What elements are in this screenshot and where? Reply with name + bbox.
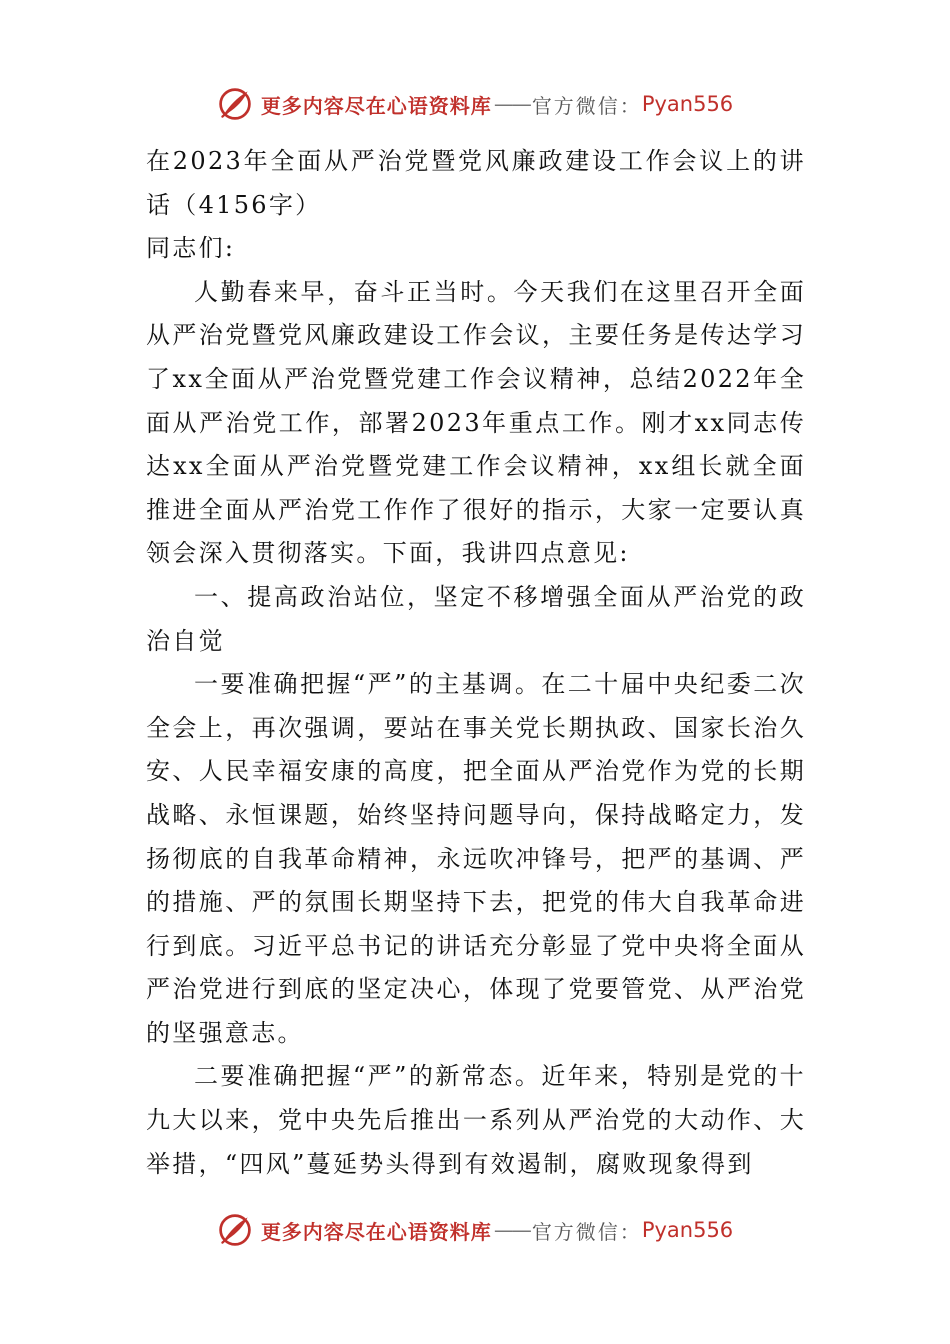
document-body: [146, 140, 806, 1186]
watermark-banner-top: [0, 84, 950, 124]
salutation: 同志们:: [146, 234, 236, 263]
wechat-id: Pyan556: [641, 1218, 734, 1242]
quill-logo-icon: [217, 1212, 253, 1248]
section-heading-1: 一、提高政治站位，坚定不移增强全面从严治党的政治自觉: [146, 582, 806, 655]
quill-logo-icon: [217, 86, 253, 122]
wechat-id: Pyan556: [641, 92, 734, 116]
paragraph-point-1: 一要准确把握“严”的主基调。在二十届中央纪委二次全会上，再次强调，要站在事关党长期执政、国家长治久安、人民幸福安康的高度，把全面从严治党作为党的长期战略、永恒课题，始终坚持问题导向，保持战略定力，发扬彻底的自我革命精神，永远吹冲锋号，把严的基调、严的措施、严的氛围长期坚持下去，把党的伟大自我革命进行到底。习近平总书记的讲话充分彰显了党中央将全面从严治党进行到底的坚定决心，体现了党要管党、从严治党的坚强意志。: [146, 670, 806, 1047]
brand-name: 更多内容尽在心语资料库: [260, 1219, 492, 1244]
watermark-banner-bottom: [0, 1210, 950, 1250]
document-title: 在2023年全面从严治党暨党风廉政建设工作会议上的讲话（4156字）: [146, 147, 806, 219]
paragraph-point-2: 二要准确把握“严”的新常态。近年来，特别是党的十九大以来，党中央先后推出一系列从严治党的大动作、大举措，“四风”蔓延势头得到有效遏制，腐败现象得到: [146, 1062, 806, 1178]
paragraph-intro: 人勤春来早，奋斗正当时。今天我们在这里召开全面从严治党暨党风廉政建设工作会议，主要任务是传达学习了xx全面从严治党暨党建工作会议精神，总结2022年全面从严治党工作，部署2023年重点工作。刚才xx同志传达xx全面从严治党暨党建工作会议精神，xx组长就全面推进全面从严治党工作作了很好的指示，大家一定要认真领会深入贯彻落实。下面，我讲四点意见:: [146, 277, 806, 568]
official-label: 官方微信：: [531, 93, 642, 118]
separator-dash: ——: [493, 92, 530, 116]
separator-dash: ——: [493, 1218, 530, 1242]
official-label: 官方微信：: [531, 1219, 642, 1244]
brand-name: 更多内容尽在心语资料库: [260, 93, 492, 118]
